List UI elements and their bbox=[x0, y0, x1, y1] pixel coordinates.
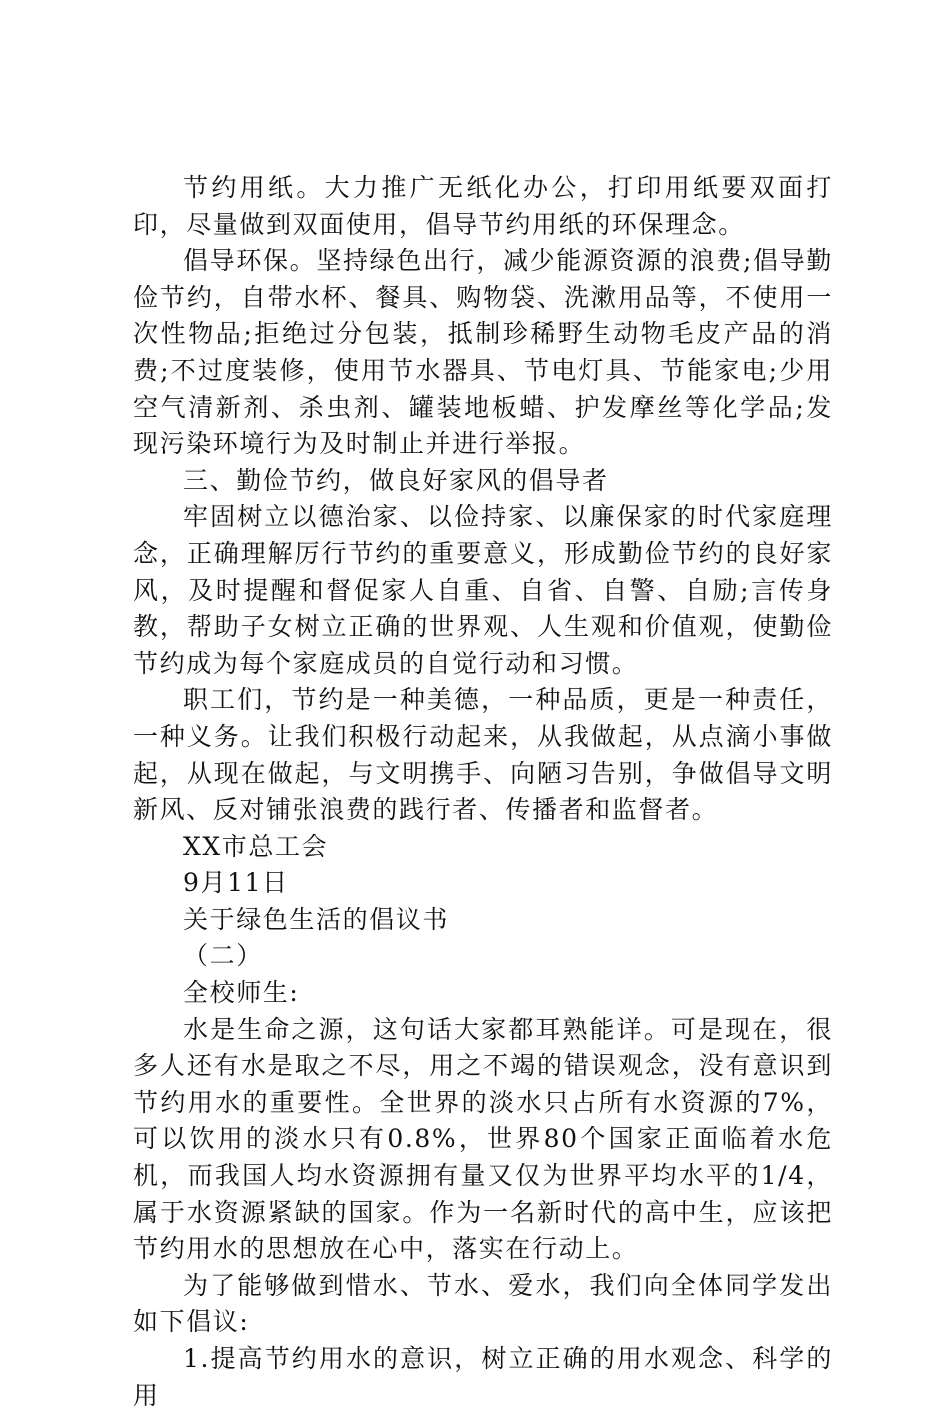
document-body bbox=[133, 170, 833, 1414]
signature-organization: XX市总工会 bbox=[183, 831, 329, 861]
paragraph-save-paper: 节约用纸。大力推广无纸化办公，打印用纸要双面打印，尽量做到双面使用，倡导节约用纸的环保理念。 bbox=[133, 173, 833, 239]
document-title: 关于绿色生活的倡议书 bbox=[183, 904, 450, 934]
list-item-1: 1.提高节约用水的意识，树立正确的用水观念、科学的用 bbox=[133, 1344, 833, 1410]
paragraph-call-to-action: 职工们，节约是一种美德，一种品质，更是一种责任，一种义务。让我们积极行动起来，从我做起，从点滴小事做起，从现在做起，与文明携手、向陋习告别，争做倡导文明新风、反对铺张浪费的践行者、传播者和监督者。 bbox=[133, 685, 833, 825]
section-number: （二） bbox=[183, 941, 263, 971]
paragraph-family-values: 牢固树立以德治家、以俭持家、以廉保家的时代家庭理念，正确理解厉行节约的重要意义，形成勤俭节约的良好家风，及时提醒和督促家人自重、自省、自警、自励;言传身教，帮助子女树立正确的世界观、人生观和价值观，使勤俭节约成为每个家庭成员的自觉行动和习惯。 bbox=[133, 502, 833, 678]
salutation: 全校师生: bbox=[183, 978, 300, 1008]
paragraph-proposal-intro: 为了能够做到惜水、节水、爱水，我们向全体同学发出如下倡议: bbox=[133, 1270, 833, 1337]
section-heading-three: 三、勤俭节约，做良好家风的倡导者 bbox=[183, 465, 609, 495]
paragraph-water-source: 水是生命之源，这句话大家都耳熟能详。可是现在，很多人还有水是取之不尽，用之不竭的错误观念，没有意识到节约用水的重要性。全世界的淡水只占所有水资源的7%，可以饮用的淡水只有0.8%，世界80个国家正面临着水危机，而我国人均水资源拥有量又仅为世界平均水平的1/4，属于水资源紧缺的国家。作为一名新时代的高中生，应该把节约用水的思想放在心中，落实在行动上。 bbox=[133, 1014, 833, 1264]
paragraph-advocate-environment: 倡导环保。坚持绿色出行，减少能源资源的浪费;倡导勤俭节约，自带水杯、餐具、购物袋、洗漱用品等，不使用一次性物品;拒绝过分包装，抵制珍稀野生动物毛皮产品的消费;不过度装修，使用节水器具、节电灯具、节能家电;少用空气清新剂、杀虫剂、罐装地板蜡、护发摩丝等化学品;发现污染环境行为及时制止并进行举报。 bbox=[133, 246, 833, 459]
signature-date: 9月11日 bbox=[183, 868, 289, 898]
